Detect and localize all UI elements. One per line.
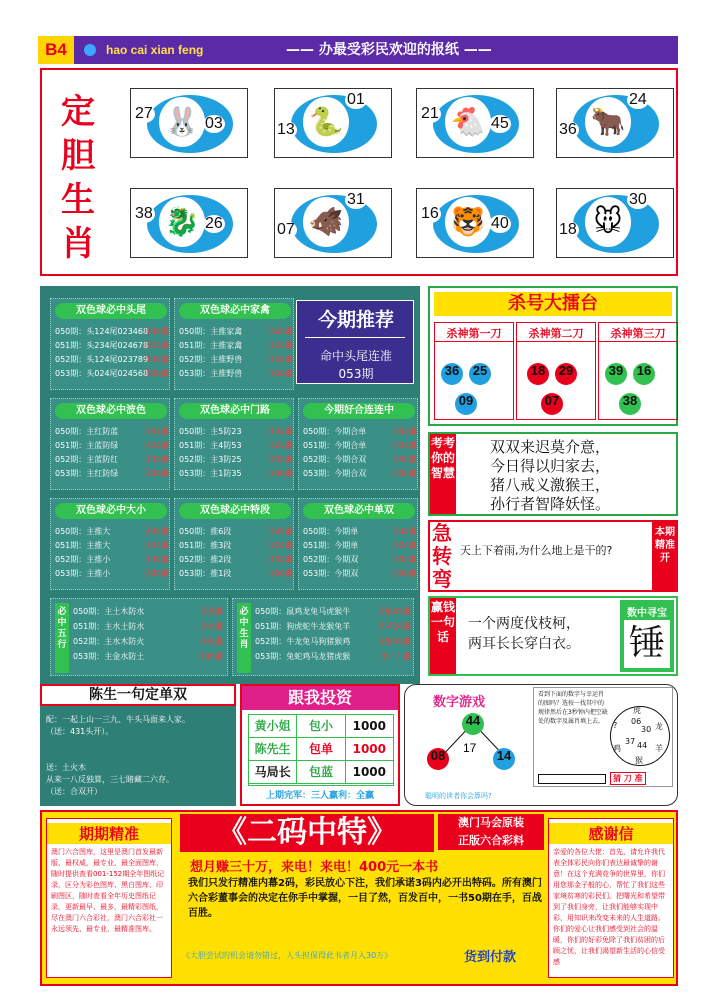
row-label: 053期：主红防绿 <box>55 469 119 478</box>
row-result: 开32准 <box>390 455 417 464</box>
zodiac-card <box>556 188 674 258</box>
rabbit-icon: 🐰 <box>164 105 200 138</box>
zodiac-number: 18 <box>559 221 577 238</box>
shengxiao-row <box>255 620 411 633</box>
zodiac-card <box>416 88 534 158</box>
zodiac-number: 26 <box>205 215 223 232</box>
ad-tag: 澳门马会原装 <box>458 816 524 829</box>
block-row <box>303 439 417 452</box>
ad-left-title: 期期精准 <box>47 823 171 844</box>
game-title: 数字游戏 <box>433 695 486 710</box>
row-label: 050期：主推大 <box>55 527 111 536</box>
block-row <box>55 525 169 538</box>
chen-text <box>46 714 190 798</box>
zodiac-number: 07 <box>277 221 295 238</box>
block-row <box>303 467 417 480</box>
invest-cell: 1000 <box>352 765 387 779</box>
riddle-box <box>428 520 678 592</box>
riddle-side-label: 本期精准开 <box>652 522 678 590</box>
paper-name: hao cai xian feng <box>106 43 204 57</box>
ad-main-title: 《二码中特》 <box>180 814 434 852</box>
divider <box>517 341 595 342</box>
ad-slogan: 想月赚三十万，来电！来电！400元一本书 <box>190 860 439 875</box>
row-result: 开24准 <box>142 341 169 350</box>
zodiac-wheel <box>610 706 670 766</box>
wheel-label: ? <box>613 721 618 730</box>
kill-ball: 39 <box>605 363 627 385</box>
dragon-icon: 🐉 <box>164 205 200 238</box>
ad-tag: 正版六合彩料 <box>458 834 524 847</box>
game-number: 14 <box>493 748 515 770</box>
ad-left-column <box>46 818 172 978</box>
block-row <box>179 525 293 538</box>
block-row <box>55 553 169 566</box>
rooster-icon: 🐔 <box>450 105 486 138</box>
prediction-block <box>174 498 294 590</box>
row-result: 开24准 <box>266 541 293 550</box>
invest-row <box>249 761 393 784</box>
block-row <box>179 553 293 566</box>
ad-left-text: 澳门六合图库，这里是澳门首发最新版，最权威，最专业，最全面图库，随时提供查看001-152期全年图纸记录，区分为彩色图库、黑白图库、印刷图区，随时查看全年历史图纸记录，更新最早、最多，最精彩图纸，尽在澳门六合彩社，澳门六合彩社一永远领先、最专业，最精准图库。 <box>51 848 165 933</box>
ad-tags <box>438 814 544 850</box>
riddle-label: 急转弯 <box>432 521 452 591</box>
wisdom-poem <box>490 438 610 514</box>
game-number: 08 <box>427 748 449 770</box>
block-row <box>55 453 169 466</box>
row-result: 开42准 <box>142 527 169 536</box>
row-result: 开狗32准 <box>376 637 411 646</box>
row-label: 051期：今期单 <box>303 541 359 550</box>
wheel-label: 虎 <box>633 706 641 715</box>
row-label: 052期：主蓝防红 <box>55 455 119 464</box>
prediction-block <box>50 298 170 390</box>
chen-line: 送：土火木 <box>46 763 86 772</box>
wheel-label: 30 <box>641 725 652 734</box>
zodiac-number: 36 <box>559 121 577 138</box>
treasure-box <box>620 600 674 672</box>
page-number: B4 <box>38 36 74 64</box>
block-row <box>303 453 417 466</box>
shengxiao-block <box>232 598 414 676</box>
prediction-block <box>174 298 294 390</box>
win-poem <box>468 614 580 654</box>
block-row <box>179 325 293 338</box>
row-label: 050期：主土木防水 <box>73 607 145 616</box>
row-result: 开00准 <box>390 569 417 578</box>
row-label: 052期：头124尾023789 <box>55 355 149 364</box>
invest-cell: 1000 <box>352 742 387 756</box>
number-game <box>404 684 678 806</box>
block-row <box>179 467 293 480</box>
row-label: 051期：主4防53 <box>179 441 242 450</box>
block-row <box>179 539 293 552</box>
row-label: 053期：主推野兽 <box>179 369 243 378</box>
chen-line: （送：431头开）。 <box>46 727 114 736</box>
row-result: 开32准 <box>142 355 169 364</box>
answer-blanks <box>538 774 606 784</box>
zodiac-card <box>130 188 248 258</box>
divider <box>305 337 405 338</box>
wheel-label: 06 <box>631 717 642 726</box>
row-label: 052期：主推小 <box>55 555 111 564</box>
block-row <box>179 425 293 438</box>
row-result: 开32准 <box>266 555 293 564</box>
kill-ball: 07 <box>541 393 563 415</box>
row-result: 开32准 <box>390 555 417 564</box>
row-result: 开32准 <box>142 555 169 564</box>
row-label: 052期：今期双 <box>303 555 359 564</box>
block-row <box>55 367 169 380</box>
row-label: 051期：推3段 <box>179 541 232 550</box>
invest-row <box>249 738 393 761</box>
kill-ball: 16 <box>633 363 655 385</box>
row-result: 开00准 <box>142 569 169 578</box>
knife-label: 杀神第二刀 <box>528 327 584 340</box>
block-row <box>179 339 293 352</box>
row-result: 开24准 <box>390 441 417 450</box>
row-label: 053期：主金水防土 <box>73 652 145 661</box>
row-result: 开42准 <box>266 327 293 336</box>
ad-right-text: 亲爱的各位大佬：首先，请允许我代表全体彩民向你们表达最诚挚的谢意！在这个充满竞争的世界里，你们用您那金子般的心，帮忙了我们这些家境贫寒的彩民们。把曙光和希望带到了我们身旁，让我们能够实现中彩，用知识来改变未来的人生道路。你们的爱心让我们感受到社会的温暖，你们的好彩免除了我们贫困的后顾之忧，让我们渴望新生活的心信受感 <box>553 848 665 966</box>
wisdom-label: 考考你的智慧 <box>430 434 456 514</box>
block-title: 双色球必中头尾 <box>55 303 167 319</box>
row-label: 050期：主红防蓝 <box>55 427 119 436</box>
slogan: —— 办最受彩民欢迎的报纸 —— <box>286 42 492 58</box>
wuxing-row <box>73 650 223 663</box>
row-result: 开24准 <box>266 341 293 350</box>
row-result: 开24准 <box>142 441 169 450</box>
row-result: 开鼠42准 <box>376 607 411 616</box>
row-label: 053期：主1防35 <box>179 469 242 478</box>
ad-foot: 《大胆尝试的机会请勿错过，人头担保得此书者月入30万》 <box>182 951 393 960</box>
invest-box <box>240 684 400 806</box>
shengxiao-row <box>255 605 411 618</box>
row-result: 开42准 <box>142 427 169 436</box>
snake-icon: 🐍 <box>308 105 344 138</box>
zodiac-card <box>274 88 392 158</box>
row-label: 051期：今期合单 <box>303 441 367 450</box>
invest-cell: 包蓝 <box>297 761 345 783</box>
zodiac-number: 03 <box>205 115 223 132</box>
win-box <box>428 596 678 676</box>
knife-label: 杀神第三刀 <box>610 327 666 340</box>
wheel-question <box>533 687 673 787</box>
prediction-block <box>50 498 170 590</box>
poem-line: 两耳长长穿白衣。 <box>468 636 580 652</box>
treasure-title: 数中寻宝 <box>627 608 667 619</box>
dot-icon <box>84 44 96 56</box>
kill-ball: 36 <box>441 363 463 385</box>
block-row <box>55 325 169 338</box>
row-label: 052期：牛龙兔马狗猪猴鸡 <box>255 637 351 646</box>
wheel-label: 44 <box>637 741 648 750</box>
row-label: 051期：头234尾024678 <box>55 341 149 350</box>
game-number: 17 <box>463 741 477 755</box>
row-label: 051期：主推家禽 <box>179 341 243 350</box>
kill-ball: 29 <box>555 363 577 385</box>
divider <box>599 341 677 342</box>
wuxing-row <box>73 620 223 633</box>
row-result: 开42准 <box>390 527 417 536</box>
block-row <box>303 539 417 552</box>
block-row <box>55 567 169 580</box>
poem-line: 一个两度伐枝柯， <box>468 616 580 632</box>
row-label: 052期：推2段 <box>179 555 232 564</box>
shengxiao-row <box>255 650 411 663</box>
zodiac-title-char: 生 <box>61 180 95 220</box>
chen-box <box>40 684 236 806</box>
block-title: 双色球必中门路 <box>179 403 291 419</box>
recommend-sub: 命中头尾连准053期 <box>319 349 392 381</box>
row-label: 050期：头124尾023468 <box>55 327 149 336</box>
invest-cell: 1000 <box>352 719 387 733</box>
ad-right-column <box>548 818 674 978</box>
zodiac-number: 24 <box>629 91 647 108</box>
row-result: 开32准 <box>266 355 293 364</box>
row-label: 053期：推1段 <box>179 569 232 578</box>
block-title: 双色球必中家禽 <box>179 303 291 319</box>
block-row <box>179 353 293 366</box>
divider <box>435 341 513 342</box>
chen-line: 从来一八反独算，三七睹藏二六存。 <box>46 775 174 784</box>
invest-row <box>249 715 393 738</box>
kill-ball: 18 <box>527 363 549 385</box>
block-row <box>179 439 293 452</box>
kill-ball: 25 <box>469 363 491 385</box>
header-bar <box>38 36 678 64</box>
zodiac-number: 30 <box>629 191 647 208</box>
block-title: 双色球必中特段 <box>179 503 291 519</box>
row-label: 052期：主推野兽 <box>179 355 243 364</box>
shengxiao-row <box>255 635 411 648</box>
block-row <box>303 553 417 566</box>
wuxing-row <box>73 605 223 618</box>
row-result: 开00准 <box>266 469 293 478</box>
chen-line <box>46 750 190 762</box>
ad-right-title: 感谢信 <box>549 823 673 844</box>
zodiac-section <box>40 68 678 276</box>
prediction-block <box>174 398 294 490</box>
block-row <box>179 367 293 380</box>
invest-cell: 黄小姐 <box>249 715 297 737</box>
zodiac-title-char: 定 <box>61 92 95 132</box>
rat-icon: 🐭 <box>593 205 623 238</box>
row-result: 开火准 <box>199 637 223 646</box>
wheel-label: 猴 <box>635 756 643 765</box>
game-note: 聪明的读者你会算吗? <box>425 792 492 800</box>
zodiac-card <box>130 88 248 158</box>
wheel-label: 37 <box>625 737 636 746</box>
kill-knife <box>598 322 678 420</box>
tiger-icon: 🐯 <box>450 205 486 238</box>
zodiac-number: 40 <box>491 215 509 232</box>
row-label: 053期：今期合双 <box>303 469 367 478</box>
chen-line: 配：一起上山一三九、牛头马面来人家。 <box>46 715 190 724</box>
wheel-label: 鸡 <box>613 744 621 753</box>
wheel-label: 羊 <box>655 744 663 753</box>
row-label: 050期：推6段 <box>179 527 232 536</box>
row-label: 050期：今期单 <box>303 527 359 536</box>
pay-on-delivery: 货到付款 <box>464 950 517 965</box>
ad-body: 我们只发行精准内幕2码，彩民放心下注，我们承诺3码内必开出特码。所有澳门六合彩董事会的决定在你手中掌握，一目了然，百发百中，一书50期在手，百战百胜。 <box>188 878 542 919</box>
row-label: 052期：主水木防火 <box>73 637 145 646</box>
zodiac-title <box>56 90 100 266</box>
row-result: 开木准 <box>199 622 223 631</box>
zodiac-number: 38 <box>135 205 153 222</box>
poem-line: 猪八戒义激猴王， <box>490 476 611 494</box>
wuxing-label: 必中五行 <box>55 603 69 673</box>
row-result: 开金准 <box>199 607 223 616</box>
kill-title: 杀号大擂台 <box>434 292 672 316</box>
zodiac-title-char: 胆 <box>61 136 95 176</box>
row-result: 开00准 <box>142 369 169 378</box>
row-label: 051期：主水土防水 <box>73 622 145 631</box>
row-result: 开马24准 <box>376 622 411 631</box>
block-row <box>55 425 169 438</box>
row-result: 开32准 <box>266 455 293 464</box>
block-row <box>179 453 293 466</box>
invest-cell: 马局长 <box>249 761 297 783</box>
zodiac-number: 13 <box>277 121 295 138</box>
knife-label: 杀神第一刀 <box>446 327 502 340</box>
row-label: 050期：主推家禽 <box>179 327 243 336</box>
block-row <box>55 439 169 452</box>
prediction-block <box>298 498 418 590</box>
row-result: 开32准 <box>142 455 169 464</box>
block-row <box>303 567 417 580</box>
block-row <box>303 525 417 538</box>
win-label: 赢钱一句话 <box>430 598 456 674</box>
shengxiao-label: 必中生肖 <box>237 603 251 673</box>
wisdom-box <box>428 432 678 516</box>
row-result: 开00准 <box>142 469 169 478</box>
row-label: 051期：主蓝防绿 <box>55 441 119 450</box>
wheel-label: 龙 <box>655 722 663 731</box>
answer-stamp: 猜 刀 准 <box>610 772 646 785</box>
row-label: 052期：今期合双 <box>303 455 367 464</box>
block-row <box>179 567 293 580</box>
row-label: 050期：鼠鸡龙兔马虎猴牛 <box>255 607 351 616</box>
treasure-char: 锤 <box>624 620 670 668</box>
row-result: 开24准 <box>390 541 417 550</box>
invest-title: 跟我投资 <box>242 686 398 710</box>
row-label: 052期：主3防25 <box>179 455 242 464</box>
zodiac-number: 31 <box>347 191 365 208</box>
ox-icon: 🐂 <box>590 105 626 138</box>
block-row <box>303 425 417 438</box>
row-result: 开00准 <box>390 469 417 478</box>
zodiac-card <box>274 188 392 258</box>
invest-table <box>248 714 394 786</box>
block-title: 双色球必中波色 <box>55 403 167 419</box>
block-title: 今期好合连连中 <box>303 403 415 419</box>
invest-cell: 包单 <box>297 738 345 760</box>
invest-cell: 包小 <box>297 715 345 737</box>
row-result: 开42准 <box>142 327 169 336</box>
block-row <box>55 353 169 366</box>
recommend-title: 今期推荐 <box>317 309 394 331</box>
row-label: 051期：主推大 <box>55 541 111 550</box>
kill-ball: 09 <box>455 393 477 415</box>
kill-number-section <box>428 286 678 426</box>
invest-foot: 上期完军：三人赢利：全赢 <box>265 791 374 801</box>
row-label: 053期：主推小 <box>55 569 111 578</box>
row-result: 开42准 <box>266 527 293 536</box>
wheel-question-text: 看到下面的数字与幸运肖的图吗？选按一找其中的规律然后在3秒钟内把空缺处的数字及属肖填上去。 <box>538 691 608 725</box>
row-result: 开24准 <box>266 441 293 450</box>
zodiac-number: 21 <box>421 105 439 122</box>
row-label: 053期：今期双 <box>303 569 359 578</box>
boar-icon: 🐗 <box>308 205 344 238</box>
kill-ball: 38 <box>619 393 641 415</box>
recommend-box <box>296 300 414 384</box>
poem-line: 今日得以归家去， <box>490 457 611 475</box>
zodiac-title-char: 肖 <box>61 224 95 264</box>
game-number: 44 <box>462 713 484 735</box>
chen-line: （送：合双开） <box>46 787 102 796</box>
book-ad <box>40 810 678 986</box>
prediction-block <box>50 398 170 490</box>
row-result: 开00准 <box>196 652 223 661</box>
poem-line: 孙行者智降妖怪。 <box>490 495 611 513</box>
chen-title: 陈生一句定单双 <box>40 684 236 706</box>
row-label: 053期：兔蛇鸡马龙猪虎猴 <box>255 652 351 661</box>
chen-line <box>46 738 190 750</box>
kill-knife <box>516 322 596 420</box>
block-row <box>55 539 169 552</box>
kill-knife <box>434 322 514 420</box>
zodiac-number: 45 <box>491 115 509 132</box>
block-row <box>55 467 169 480</box>
prediction-panel <box>40 286 420 684</box>
row-label: 051期：狗虎蛇牛龙猴兔羊 <box>255 622 351 631</box>
row-label: 050期：今期合单 <box>303 427 367 436</box>
block-title: 双色球必中单双 <box>303 503 415 519</box>
row-result: 开？？准 <box>379 652 411 661</box>
wuxing-block <box>50 598 228 676</box>
row-label: 050期：主5防23 <box>179 427 242 436</box>
zodiac-number: 27 <box>135 105 153 122</box>
zodiac-number: 01 <box>347 91 365 108</box>
block-title: 双色球必中大小 <box>55 503 167 519</box>
row-label: 053期：头024尾024568 <box>55 369 149 378</box>
row-result: 开00准 <box>266 569 293 578</box>
row-result: 开00准 <box>266 369 293 378</box>
zodiac-card <box>556 88 674 158</box>
poem-line: 双双来迟莫介意， <box>490 438 611 456</box>
prediction-block <box>298 398 418 490</box>
block-row <box>55 339 169 352</box>
row-result: 开42准 <box>390 427 417 436</box>
row-result: 开24准 <box>142 541 169 550</box>
riddle-text: 天上下着雨,为什么地上是干的? <box>460 544 613 557</box>
wuxing-row <box>73 635 223 648</box>
zodiac-number: 16 <box>421 205 439 222</box>
zodiac-card <box>416 188 534 258</box>
row-result: 开42准 <box>266 427 293 436</box>
invest-cell: 陈先生 <box>249 738 297 760</box>
